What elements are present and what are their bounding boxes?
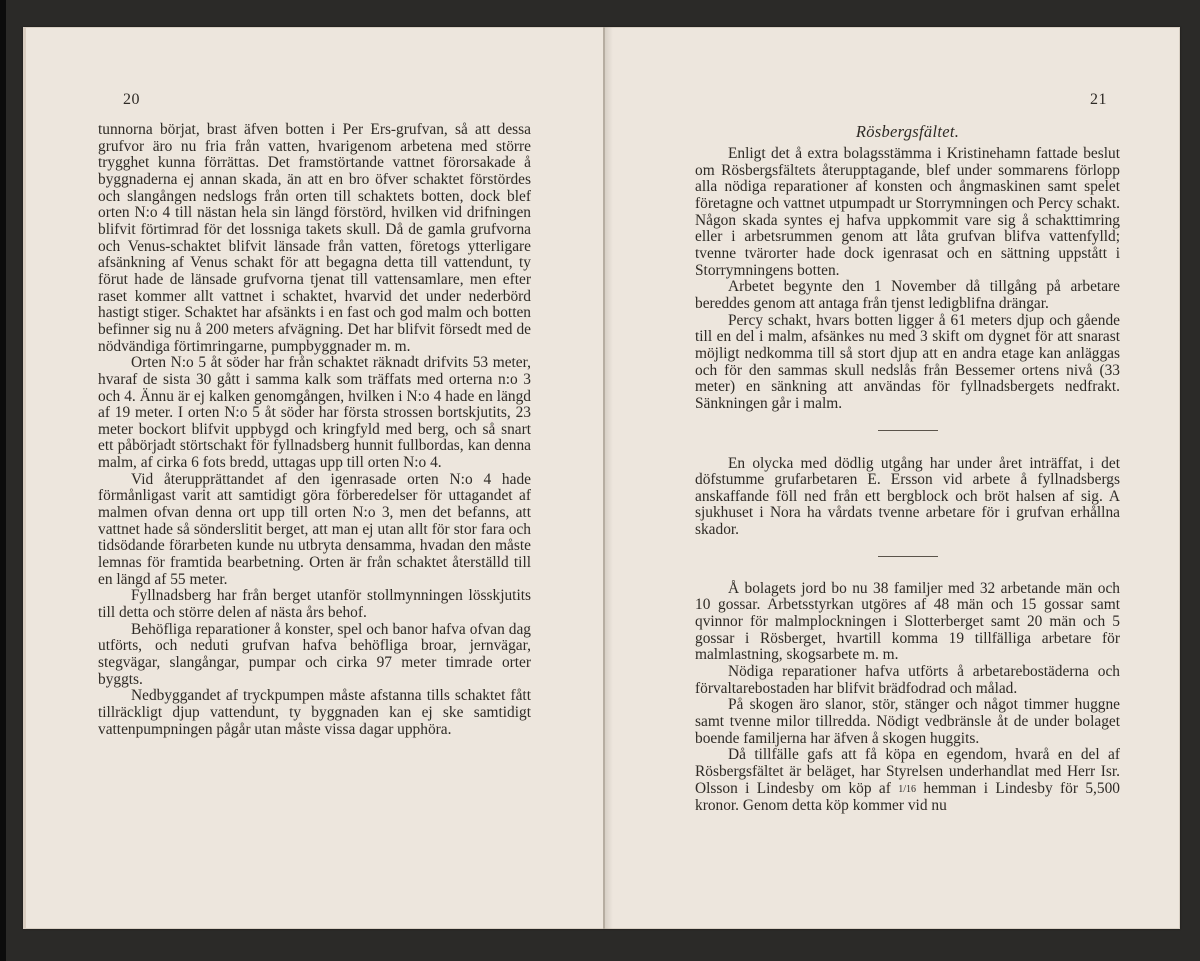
section-title: Rösbergsfältet.	[855, 122, 960, 141]
left-page	[23, 27, 603, 929]
paragraph: tunnorna börjat, brast äfven botten i Per Ers-grufvan, så att dessa grufvor äro nu fria från vatten, hvarigenom arbetena med större trygghet kunna förrättas. Det framstörtande vattnet förorsakade å byggnaderna ej annan skada, än att en bro öfver schaktet förstördes och slangången nedslogs från orten till schaktets botten, dock blef orten N:o 4 till nästan hela sin längd förstörd, hvilken vid drifningen blifvit förtimrad för det lossniga takets skull. Då de gamla grufvorna och Venus-schaktet blifvit länsade från vatten, företogs ytterligare afsänkning af Venus schakt för att begagna detta till vattendunt, ty förut hade de länsade grufvorna tjenat till vattensamlare, men efter raset kommer allt vattnet i schaktet, hvarvid det under nederbörd hastigt stiger. Schaktet har afsänkts i en fast och god malm och botten befinner sig nu å 200 meters afvägning. Det har blifvit försedt med de nödvändiga förtimringarne, pumpbyggnader m. m.	[98, 121, 531, 355]
paragraph	[695, 747, 1120, 815]
paragraph-text: Då tillfälle gafs att få köpa en egendom, hvarå en del af Rösbergsfältet är beläget, har Styrelsen underhandlat med Herr Isr. Olsson i Lindesby om köp af	[695, 746, 1120, 797]
page-number-left: 20	[123, 91, 140, 108]
paragraph: Fyllnadsberg har från berget utanför stollmynningen lösskjutits till detta och större delen af nästa års behof.	[98, 587, 531, 622]
paragraph: Enligt det å extra bolagsstämma i Kristinehamn fattade beslut om Rösbergsfältets återupptagande, blef under sommarens förlopp alla nödiga reparationer af konsten och ångmaskinen samt spelet företagne och vattnet utpumpadt ur Storrymningen och Percy schakt. Någon skada syntes ej hafva uppkommit vare sig å schakttimring eller i arbetsrummen genom att låta grufvan blifva vattenfylld; tvenne tvärorter hade dock igenrasat och en sättning uppstått i Storrymningens botten.	[695, 145, 1120, 279]
right-page	[605, 27, 1180, 929]
left-page-body	[98, 122, 531, 738]
book-spread	[23, 27, 1180, 929]
fraction: 1/16	[898, 783, 917, 795]
paragraph: På skogen äro slanor, stör, stänger och något timmer huggne samt tvenne milor tillredda. Nödigt vedbränsle åt de under bolaget boende familjerna har äfven å skogen huggits.	[695, 696, 1120, 747]
paragraph: Nödiga reparationer hafva utförts å arbetarebostäderna och förvaltarebostaden har blifvit brädfodrad och målad.	[695, 663, 1120, 697]
paragraph: Arbetet begynte den 1 November då tillgång på arbetare bereddes genom att antaga från tjenst ledigblifna drängar.	[695, 278, 1120, 312]
paragraph: Å bolagets jord bo nu 38 familjer med 32 arbetande män och 10 gossar. Arbetsstyrkan utgöres af 48 män och 15 gossar samt qvinnor för malmplockningen i Slotterberget samt 20 män och 5 gossar i Rösberget, hvartill komma 19 tillfälliga arbetare för malmlastning, skogsarbete m. m.	[695, 579, 1120, 664]
section-divider	[878, 556, 938, 557]
scan-border	[0, 0, 6, 961]
section-divider	[878, 430, 938, 431]
paragraph: Vid återupprättandet af den igenrasade orten N:o 4 hade förmånligast varit att samtidigt göra förberedelser för uttagandet af malmen ofvan denna ort upp till orten N:o 3, men det befanns, att vattnet hade så sönderslitit berget, att man ej utan allt för stor fara och tidsödande förarbeten kunde nu utbryta densamma, hvadan den måste lemnas för framtida bearbetning. Orten är från schaktet återställd till en längd af 55 meter.	[98, 470, 531, 588]
paragraph: En olycka med dödlig utgång har under året inträffat, i det döfstumme grufarbetaren E. Ersson vid arbete å fyllnadsbergs anskaffande föll ned från ett bergblock och bröt halsen af sig. A sjukhuset i Nora ha vårdats tvenne arbetare för i grufvan erhållna skador.	[695, 454, 1120, 539]
page-number-right: 21	[1090, 91, 1107, 108]
paragraph: Orten N:o 5 åt söder har från schaktet räknadt drifvits 53 meter, hvaraf de sista 30 gått i samma kalk som träffats med orterna n:o 3 och 4. Ännu är ej kalken genomgången, hvilken i N:o 4 hade en längd af 19 meter. I orten N:o 5 åt söder har första strossen bortskjutits, 23 meter bockort blifvit uppbygd och kringfyld med berg, och så snart ett påbörjadt störtschakt för fyllnadsberg hunnit fullbordas, kan denna malm, af cirka 6 fots bredd, uttagas upp till orten N:o 4.	[98, 354, 531, 472]
right-page-body	[695, 122, 1120, 815]
paragraph: Nedbyggandet af tryckpumpen måste afstanna tills schaktet fått tillräckligt djup vattendunt, ty byggnaden kan ej ske samtidigt vattenpumpningen pågår utan måste vissa dagar upphöra.	[98, 687, 531, 738]
paragraph: Behöfliga reparationer å konster, spel och banor hafva ofvan dag utförts, och neduti grufvan hafva behöfliga broar, jernvägar, stegvägar, slangångar, pumpar och cirka 97 meter timrade orter byggts.	[98, 620, 531, 688]
paragraph: Percy schakt, hvars botten ligger å 61 meters djup och gående till en del i malm, afsänkes nu med 3 skift om dygnet för att snarast möjligt nedkomma till så stort djup att en andra etage kan anläggas och för den sammas skull nedslås från Bessemer ortens nivå (33 meter) en sänkning att användas för fyllnadsbergets nedfrakt. Sänkningen går i malm.	[695, 311, 1120, 412]
paragraph-text: hemman i Lindesby för 5,500 kronor. Genom detta köp kommer vid nu	[695, 779, 1120, 815]
